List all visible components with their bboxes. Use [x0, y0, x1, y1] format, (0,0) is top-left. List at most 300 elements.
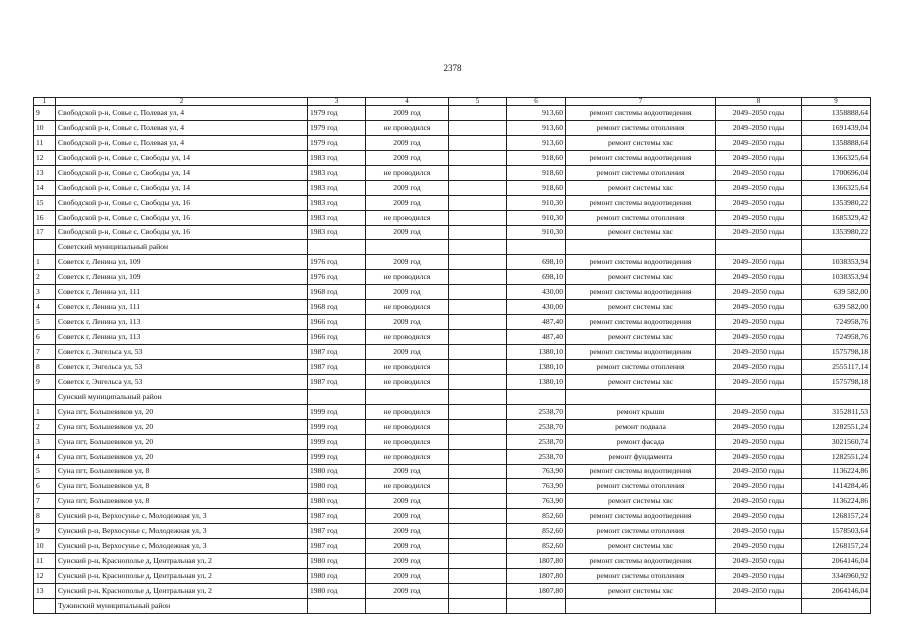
area-cell: 910,30	[507, 195, 566, 210]
section-title: Советский муниципальный район	[56, 240, 308, 255]
empty-cell	[716, 240, 802, 255]
empty-cell	[449, 404, 507, 419]
area-cell: 430,00	[507, 285, 566, 300]
period-cell: 2049–2050 годы	[716, 120, 802, 135]
build-year-cell: 1976 год	[308, 270, 366, 285]
column-number-row	[34, 98, 871, 106]
period-cell: 2049–2050 годы	[716, 449, 802, 464]
empty-cell	[449, 494, 507, 509]
empty-cell	[449, 554, 507, 569]
row-index: 14	[34, 180, 56, 195]
table-row	[34, 404, 871, 419]
cost-cell: 1685329,42	[802, 210, 871, 225]
area-cell: 1807,80	[507, 584, 566, 599]
cost-cell: 639 582,00	[802, 300, 871, 315]
table-row	[34, 225, 871, 240]
address-cell: Свободской р-н, Совье с, Полевая ул, 4	[56, 120, 308, 135]
area-cell: 763,90	[507, 494, 566, 509]
last-repair-cell: 2009 год	[366, 524, 449, 539]
cost-cell: 3346960,92	[802, 569, 871, 584]
work-type-cell: ремонт фундамента	[566, 449, 716, 464]
empty-cell	[449, 449, 507, 464]
area-cell: 1380,10	[507, 359, 566, 374]
area-cell: 852,60	[507, 524, 566, 539]
table-row	[34, 285, 871, 300]
work-type-cell: ремонт системы отопления	[566, 210, 716, 225]
empty-cell	[449, 150, 507, 165]
work-type-cell: ремонт системы хвс	[566, 374, 716, 389]
area-cell: 1380,10	[507, 345, 566, 360]
area-cell: 918,60	[507, 180, 566, 195]
area-cell: 913,60	[507, 106, 566, 121]
build-year-cell: 1987 год	[308, 359, 366, 374]
period-cell: 2049–2050 годы	[716, 345, 802, 360]
empty-cell	[449, 270, 507, 285]
build-year-cell: 1983 год	[308, 180, 366, 195]
build-year-cell: 1987 год	[308, 374, 366, 389]
work-type-cell: ремонт системы водоотведения	[566, 464, 716, 479]
empty-cell	[308, 389, 366, 404]
period-cell: 2049–2050 годы	[716, 195, 802, 210]
empty-cell	[449, 210, 507, 225]
last-repair-cell: не проводился	[366, 374, 449, 389]
column-number: 7	[566, 98, 716, 106]
build-year-cell: 1987 год	[308, 509, 366, 524]
area-cell: 2538,70	[507, 449, 566, 464]
row-index: 13	[34, 584, 56, 599]
empty-cell	[449, 389, 507, 404]
area-cell: 910,30	[507, 210, 566, 225]
row-index: 5	[34, 315, 56, 330]
work-type-cell: ремонт системы отопления	[566, 524, 716, 539]
table-row	[34, 539, 871, 554]
cost-cell: 1268157,24	[802, 539, 871, 554]
last-repair-cell: 2009 год	[366, 554, 449, 569]
period-cell: 2049–2050 годы	[716, 285, 802, 300]
build-year-cell: 1968 год	[308, 285, 366, 300]
empty-cell	[449, 330, 507, 345]
work-type-cell: ремонт системы водоотведения	[566, 554, 716, 569]
address-cell: Сунский р-н, Краснополье д, Центральная ул, 2	[56, 554, 308, 569]
section-index-cell	[34, 389, 56, 404]
cost-cell: 2064146,04	[802, 554, 871, 569]
period-cell: 2049–2050 годы	[716, 479, 802, 494]
cost-cell: 1414284,46	[802, 479, 871, 494]
area-cell: 852,60	[507, 539, 566, 554]
last-repair-cell: 2009 год	[366, 195, 449, 210]
table-row	[34, 300, 871, 315]
area-cell: 1807,80	[507, 569, 566, 584]
row-index: 1	[34, 255, 56, 270]
empty-cell	[308, 240, 366, 255]
last-repair-cell: 2009 год	[366, 315, 449, 330]
period-cell: 2049–2050 годы	[716, 135, 802, 150]
last-repair-cell: не проводился	[366, 449, 449, 464]
address-cell: Советск г, Ленина ул, 111	[56, 285, 308, 300]
address-cell: Сунский р-н, Краснополье д, Центральная ул, 2	[56, 584, 308, 599]
area-cell: 763,90	[507, 479, 566, 494]
period-cell: 2049–2050 годы	[716, 374, 802, 389]
build-year-cell: 1999 год	[308, 434, 366, 449]
empty-cell	[366, 598, 449, 613]
build-year-cell: 1979 год	[308, 135, 366, 150]
period-cell: 2049–2050 годы	[716, 434, 802, 449]
build-year-cell: 1987 год	[308, 345, 366, 360]
empty-cell	[802, 240, 871, 255]
work-type-cell: ремонт системы хвс	[566, 270, 716, 285]
address-cell: Свободской р-н, Совье с, Свободы ул, 16	[56, 210, 308, 225]
table-row	[34, 270, 871, 285]
column-number: 3	[308, 98, 366, 106]
column-number: 1	[34, 98, 56, 106]
address-cell: Суна пгт, Большевиков ул, 8	[56, 464, 308, 479]
period-cell: 2049–2050 годы	[716, 464, 802, 479]
empty-cell	[716, 389, 802, 404]
period-cell: 2049–2050 годы	[716, 315, 802, 330]
cost-cell: 1358888,64	[802, 106, 871, 121]
table-row	[34, 479, 871, 494]
address-cell: Суна пгт, Большевиков ул, 8	[56, 494, 308, 509]
empty-cell	[449, 106, 507, 121]
area-cell: 913,60	[507, 135, 566, 150]
area-cell: 698,10	[507, 255, 566, 270]
last-repair-cell: не проводился	[366, 210, 449, 225]
table-row	[34, 494, 871, 509]
cost-cell: 1282551,24	[802, 449, 871, 464]
table-row	[34, 120, 871, 135]
row-index: 9	[34, 374, 56, 389]
table-row	[34, 330, 871, 345]
address-cell: Суна пгт, Большевиков ул, 20	[56, 449, 308, 464]
last-repair-cell: 2009 год	[366, 150, 449, 165]
empty-cell	[449, 479, 507, 494]
row-index: 3	[34, 434, 56, 449]
empty-cell	[449, 240, 507, 255]
address-cell: Советск г, Ленина ул, 113	[56, 330, 308, 345]
address-cell: Суна пгт, Большевиков ул, 20	[56, 404, 308, 419]
address-cell: Свободской р-н, Совье с, Свободы ул, 16	[56, 225, 308, 240]
row-index: 9	[34, 524, 56, 539]
work-type-cell: ремонт крыши	[566, 404, 716, 419]
area-cell: 852,60	[507, 509, 566, 524]
empty-cell	[449, 359, 507, 374]
build-year-cell: 1987 год	[308, 539, 366, 554]
work-type-cell: ремонт системы водоотведения	[566, 345, 716, 360]
period-cell: 2049–2050 годы	[716, 106, 802, 121]
last-repair-cell: 2009 год	[366, 285, 449, 300]
empty-cell	[449, 374, 507, 389]
row-index: 1	[34, 404, 56, 419]
column-number: 4	[366, 98, 449, 106]
row-index: 4	[34, 300, 56, 315]
table-row	[34, 449, 871, 464]
row-index: 4	[34, 449, 56, 464]
empty-cell	[449, 165, 507, 180]
area-cell: 2538,70	[507, 404, 566, 419]
last-repair-cell: 2009 год	[366, 225, 449, 240]
work-type-cell: ремонт фасада	[566, 434, 716, 449]
cost-cell: 1353980,22	[802, 225, 871, 240]
work-type-cell: ремонт системы водоотведения	[566, 106, 716, 121]
build-year-cell: 1983 год	[308, 210, 366, 225]
work-type-cell: ремонт системы водоотведения	[566, 255, 716, 270]
work-type-cell: ремонт системы хвс	[566, 539, 716, 554]
work-type-cell: ремонт системы хвс	[566, 300, 716, 315]
build-year-cell: 1999 год	[308, 404, 366, 419]
table-row	[34, 255, 871, 270]
period-cell: 2049–2050 годы	[716, 419, 802, 434]
row-index: 11	[34, 135, 56, 150]
cost-cell: 1575798,18	[802, 345, 871, 360]
build-year-cell: 1980 год	[308, 584, 366, 599]
table-row	[34, 374, 871, 389]
empty-cell	[449, 584, 507, 599]
last-repair-cell: 2009 год	[366, 180, 449, 195]
address-cell: Сунский р-н, Верхосунье с, Молодежная ул, 3	[56, 524, 308, 539]
empty-cell	[449, 315, 507, 330]
row-index: 8	[34, 359, 56, 374]
period-cell: 2049–2050 годы	[716, 225, 802, 240]
address-cell: Сунский р-н, Верхосунье с, Молодежная ул, 3	[56, 539, 308, 554]
column-number: 2	[56, 98, 308, 106]
period-cell: 2049–2050 годы	[716, 569, 802, 584]
empty-cell	[566, 598, 716, 613]
period-cell: 2049–2050 годы	[716, 494, 802, 509]
empty-cell	[449, 539, 507, 554]
cost-cell: 1366325,64	[802, 180, 871, 195]
last-repair-cell: 2009 год	[366, 106, 449, 121]
area-cell: 918,60	[507, 150, 566, 165]
empty-cell	[449, 180, 507, 195]
row-index: 9	[34, 106, 56, 121]
cost-cell: 1575798,18	[802, 374, 871, 389]
build-year-cell: 1968 год	[308, 300, 366, 315]
period-cell: 2049–2050 годы	[716, 539, 802, 554]
last-repair-cell: не проводился	[366, 434, 449, 449]
area-cell: 918,60	[507, 165, 566, 180]
address-cell: Свободской р-н, Совье с, Полевая ул, 4	[56, 135, 308, 150]
period-cell: 2049–2050 годы	[716, 165, 802, 180]
period-cell: 2049–2050 годы	[716, 255, 802, 270]
work-type-cell: ремонт системы отопления	[566, 359, 716, 374]
section-row	[34, 240, 871, 255]
last-repair-cell: не проводился	[366, 479, 449, 494]
row-index: 10	[34, 120, 56, 135]
table-row	[34, 419, 871, 434]
last-repair-cell: не проводился	[366, 300, 449, 315]
area-cell: 430,00	[507, 300, 566, 315]
address-cell: Суна пгт, Большевиков ул, 8	[56, 479, 308, 494]
work-type-cell: ремонт системы водоотведения	[566, 195, 716, 210]
table-row	[34, 584, 871, 599]
period-cell: 2049–2050 годы	[716, 270, 802, 285]
cost-cell: 1136224,86	[802, 464, 871, 479]
empty-cell	[507, 598, 566, 613]
period-cell: 2049–2050 годы	[716, 524, 802, 539]
build-year-cell: 1999 год	[308, 419, 366, 434]
build-year-cell: 1980 год	[308, 554, 366, 569]
address-cell: Советск г, Энгельса ул, 53	[56, 359, 308, 374]
last-repair-cell: 2009 год	[366, 345, 449, 360]
empty-cell	[449, 300, 507, 315]
row-index: 16	[34, 210, 56, 225]
table-body	[34, 98, 871, 614]
empty-cell	[566, 389, 716, 404]
last-repair-cell: 2009 год	[366, 569, 449, 584]
table-row	[34, 165, 871, 180]
table-row	[34, 569, 871, 584]
table-row	[34, 106, 871, 121]
empty-cell	[449, 285, 507, 300]
empty-cell	[507, 389, 566, 404]
work-type-cell: ремонт подвала	[566, 419, 716, 434]
row-index: 12	[34, 569, 56, 584]
period-cell: 2049–2050 годы	[716, 330, 802, 345]
last-repair-cell: 2009 год	[366, 584, 449, 599]
address-cell: Советск г, Энгельса ул, 53	[56, 374, 308, 389]
empty-cell	[802, 598, 871, 613]
work-type-cell: ремонт системы хвс	[566, 494, 716, 509]
period-cell: 2049–2050 годы	[716, 359, 802, 374]
table-row	[34, 554, 871, 569]
empty-cell	[449, 135, 507, 150]
build-year-cell: 1976 год	[308, 255, 366, 270]
column-number: 8	[716, 98, 802, 106]
build-year-cell: 1983 год	[308, 165, 366, 180]
empty-cell	[449, 195, 507, 210]
section-index-cell	[34, 598, 56, 613]
cost-cell: 639 582,00	[802, 285, 871, 300]
work-type-cell: ремонт системы хвс	[566, 225, 716, 240]
cost-cell: 724958,76	[802, 330, 871, 345]
table-row	[34, 180, 871, 195]
empty-cell	[449, 509, 507, 524]
cost-cell: 1038353,94	[802, 270, 871, 285]
table-row	[34, 345, 871, 360]
row-index: 15	[34, 195, 56, 210]
address-cell: Свободской р-н, Совье с, Свободы ул, 14	[56, 150, 308, 165]
table-row	[34, 315, 871, 330]
row-index: 13	[34, 165, 56, 180]
area-cell: 913,60	[507, 120, 566, 135]
build-year-cell: 1966 год	[308, 330, 366, 345]
empty-cell	[449, 419, 507, 434]
row-index: 7	[34, 345, 56, 360]
last-repair-cell: 2009 год	[366, 539, 449, 554]
row-index: 11	[34, 554, 56, 569]
address-cell: Свободской р-н, Совье с, Свободы ул, 16	[56, 195, 308, 210]
work-type-cell: ремонт системы хвс	[566, 584, 716, 599]
work-type-cell: ремонт системы хвс	[566, 135, 716, 150]
row-index: 7	[34, 494, 56, 509]
row-index: 2	[34, 270, 56, 285]
period-cell: 2049–2050 годы	[716, 210, 802, 225]
area-cell: 2538,70	[507, 419, 566, 434]
cost-cell: 1358888,64	[802, 135, 871, 150]
last-repair-cell: не проводился	[366, 120, 449, 135]
period-cell: 2049–2050 годы	[716, 300, 802, 315]
last-repair-cell: 2009 год	[366, 494, 449, 509]
last-repair-cell: 2009 год	[366, 509, 449, 524]
row-index: 3	[34, 285, 56, 300]
empty-cell	[566, 240, 716, 255]
table-row	[34, 464, 871, 479]
period-cell: 2049–2050 годы	[716, 404, 802, 419]
address-cell: Советск г, Ленина ул, 109	[56, 270, 308, 285]
cost-cell: 1353980,22	[802, 195, 871, 210]
address-cell: Свободской р-н, Совье с, Свободы ул, 14	[56, 165, 308, 180]
empty-cell	[449, 225, 507, 240]
period-cell: 2049–2050 годы	[716, 509, 802, 524]
address-cell: Советск г, Энгельса ул, 53	[56, 345, 308, 360]
column-number: 5	[449, 98, 507, 106]
empty-cell	[507, 240, 566, 255]
section-title: Тужинский муниципальный район	[56, 598, 308, 613]
page-number: 2378	[443, 63, 462, 73]
table-row	[34, 524, 871, 539]
empty-cell	[366, 389, 449, 404]
cost-cell: 1700696,04	[802, 165, 871, 180]
column-number: 9	[802, 98, 871, 106]
last-repair-cell: 2009 год	[366, 255, 449, 270]
work-type-cell: ремонт системы хвс	[566, 180, 716, 195]
cost-cell: 1578503,64	[802, 524, 871, 539]
section-row	[34, 389, 871, 404]
work-type-cell: ремонт системы водоотведения	[566, 509, 716, 524]
row-index: 17	[34, 225, 56, 240]
empty-cell	[716, 598, 802, 613]
address-cell: Советск г, Ленина ул, 109	[56, 255, 308, 270]
table-row	[34, 359, 871, 374]
address-cell: Сунский р-н, Краснополье д, Центральная ул, 2	[56, 569, 308, 584]
last-repair-cell: не проводился	[366, 359, 449, 374]
period-cell: 2049–2050 годы	[716, 150, 802, 165]
last-repair-cell: 2009 год	[366, 135, 449, 150]
empty-cell	[449, 569, 507, 584]
cost-cell: 1366325,64	[802, 150, 871, 165]
area-cell: 487,40	[507, 330, 566, 345]
work-type-cell: ремонт системы водоотведения	[566, 315, 716, 330]
empty-cell	[449, 345, 507, 360]
period-cell: 2049–2050 годы	[716, 554, 802, 569]
work-type-cell: ремонт системы хвс	[566, 330, 716, 345]
work-type-cell: ремонт системы водоотведения	[566, 285, 716, 300]
cost-cell: 1691439,04	[802, 120, 871, 135]
section-index-cell	[34, 240, 56, 255]
table-row	[34, 135, 871, 150]
last-repair-cell: не проводился	[366, 270, 449, 285]
address-cell: Суна пгт, Большевиков ул, 20	[56, 419, 308, 434]
row-index: 6	[34, 330, 56, 345]
build-year-cell: 1980 год	[308, 569, 366, 584]
table-row	[34, 434, 871, 449]
address-cell: Свободской р-н, Совье с, Полевая ул, 4	[56, 106, 308, 121]
address-cell: Советск г, Ленина ул, 113	[56, 315, 308, 330]
row-index: 6	[34, 479, 56, 494]
table-row	[34, 150, 871, 165]
cost-cell: 3152811,53	[802, 404, 871, 419]
row-index: 12	[34, 150, 56, 165]
section-row	[34, 598, 871, 613]
area-cell: 1380,10	[507, 374, 566, 389]
area-cell: 487,40	[507, 315, 566, 330]
cost-cell: 3021560,74	[802, 434, 871, 449]
work-type-cell: ремонт системы водоотведения	[566, 150, 716, 165]
row-index: 8	[34, 509, 56, 524]
empty-cell	[449, 120, 507, 135]
work-type-cell: ремонт системы отопления	[566, 479, 716, 494]
cost-cell: 1038353,94	[802, 255, 871, 270]
